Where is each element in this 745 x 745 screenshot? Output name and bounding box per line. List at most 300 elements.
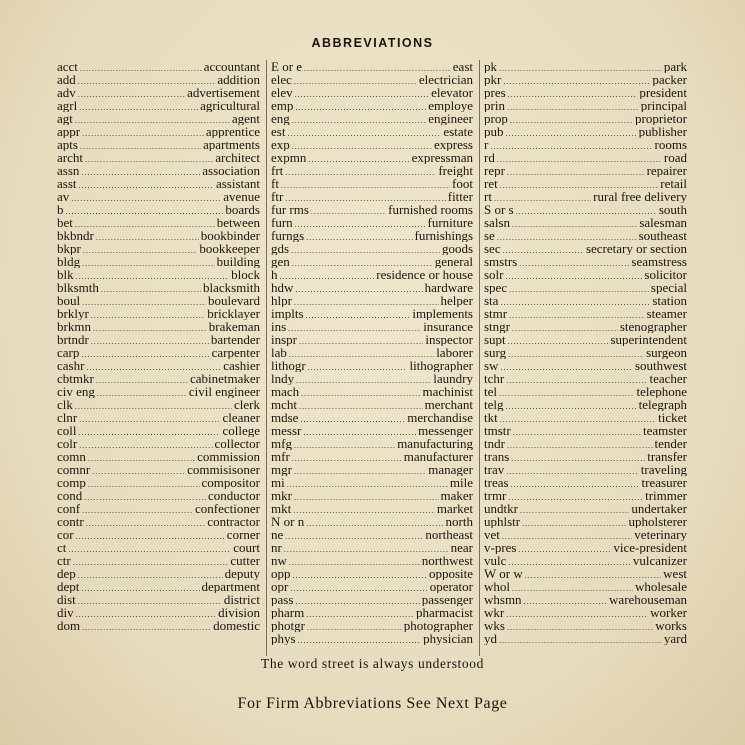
dot-leader bbox=[71, 192, 221, 203]
abbreviation: se bbox=[484, 229, 495, 242]
dot-leader bbox=[289, 348, 434, 359]
abbreviation-entry bbox=[57, 359, 260, 372]
abbreviation: ne bbox=[271, 528, 284, 541]
full-word: worker bbox=[650, 606, 687, 619]
full-word: principal bbox=[640, 99, 687, 112]
abbreviation-entry bbox=[271, 554, 473, 567]
full-word: operator bbox=[429, 580, 473, 593]
dot-leader bbox=[306, 309, 411, 320]
abbreviation-entry bbox=[271, 333, 473, 346]
full-word: blacksmith bbox=[202, 281, 260, 294]
abbreviation-entry bbox=[484, 489, 687, 502]
abbreviation-entry bbox=[484, 580, 687, 593]
full-word: wholesale bbox=[635, 580, 687, 593]
dot-leader bbox=[82, 621, 211, 632]
abbreviation-entry bbox=[271, 177, 473, 190]
full-word: northwest bbox=[421, 554, 473, 567]
dot-leader bbox=[91, 335, 209, 346]
abbreviation-entry bbox=[484, 619, 687, 632]
abbreviation-entry bbox=[484, 60, 687, 73]
abbreviation: mgr bbox=[271, 463, 292, 476]
full-word: accountant bbox=[203, 60, 260, 73]
full-word: avenue bbox=[223, 190, 260, 203]
abbreviation: yd bbox=[484, 632, 497, 645]
abbreviation-entry bbox=[271, 463, 473, 476]
dot-leader bbox=[294, 296, 439, 307]
abbreviation: av bbox=[57, 190, 70, 203]
abbreviation-entry bbox=[57, 112, 260, 125]
full-word: traveling bbox=[640, 463, 687, 476]
abbreviation: nr bbox=[271, 541, 282, 554]
dot-leader bbox=[76, 530, 225, 541]
abbreviation: agt bbox=[57, 112, 73, 125]
full-word: furnishings bbox=[414, 229, 473, 242]
dot-leader bbox=[81, 166, 200, 177]
abbreviation-entry bbox=[484, 125, 687, 138]
abbreviation: b bbox=[57, 203, 64, 216]
abbreviation-entry bbox=[57, 528, 260, 541]
abbreviation-entry bbox=[271, 203, 473, 216]
abbreviation-entry bbox=[57, 411, 260, 424]
dot-leader bbox=[101, 283, 201, 294]
full-word: collector bbox=[214, 437, 260, 450]
abbreviation: repr bbox=[484, 164, 505, 177]
dot-leader bbox=[524, 595, 607, 606]
abbreviation: emp bbox=[271, 99, 294, 112]
abbreviation-entry bbox=[271, 541, 473, 554]
dot-leader bbox=[281, 179, 450, 190]
abbreviation: smstrs bbox=[484, 255, 518, 268]
dot-leader bbox=[506, 465, 639, 476]
full-word: civil engineer bbox=[188, 385, 260, 398]
abbreviation-entry bbox=[57, 463, 260, 476]
full-word: warehouseman bbox=[609, 593, 687, 606]
dot-leader bbox=[299, 400, 423, 411]
abbreviation-entry bbox=[57, 320, 260, 333]
full-word: goods bbox=[441, 242, 473, 255]
full-word: lithographer bbox=[409, 359, 473, 372]
page-title: ABBREVIATIONS bbox=[311, 36, 434, 50]
full-word: electrician bbox=[418, 73, 473, 86]
abbreviation-entry bbox=[57, 333, 260, 346]
abbreviation: contr bbox=[57, 515, 84, 528]
dot-leader bbox=[81, 348, 209, 359]
abbreviation-entry bbox=[57, 437, 260, 450]
abbreviation: sta bbox=[484, 294, 499, 307]
abbreviation-entry bbox=[57, 190, 260, 203]
abbreviation-entry bbox=[484, 151, 687, 164]
abbreviation-entry bbox=[57, 151, 260, 164]
abbreviation-entry bbox=[57, 86, 260, 99]
abbreviation: v-pres bbox=[484, 541, 517, 554]
full-word: boulevard bbox=[208, 294, 260, 307]
abbreviation-entry bbox=[484, 437, 687, 450]
abbreviation-entry bbox=[484, 203, 687, 216]
dot-leader bbox=[82, 296, 206, 307]
abbreviation: comnr bbox=[57, 463, 91, 476]
dot-leader bbox=[301, 387, 420, 398]
dot-leader bbox=[80, 140, 201, 151]
full-word: ticket bbox=[658, 411, 687, 424]
full-word: fitter bbox=[447, 190, 473, 203]
abbreviation-entry bbox=[271, 242, 473, 255]
dot-leader bbox=[79, 179, 214, 190]
abbreviation: furn bbox=[271, 216, 293, 229]
abbreviation-entry bbox=[484, 385, 687, 398]
dot-leader bbox=[96, 231, 199, 242]
abbreviation-entry bbox=[271, 476, 473, 489]
abbreviation-entry bbox=[271, 190, 473, 203]
abbreviation-entry bbox=[271, 151, 473, 164]
abbreviation-entry bbox=[484, 424, 687, 437]
abbreviation-entry bbox=[271, 86, 473, 99]
abbreviation: expmn bbox=[271, 151, 307, 164]
abbreviation-entry bbox=[57, 242, 260, 255]
dot-leader bbox=[311, 205, 386, 216]
full-word: teamster bbox=[642, 424, 687, 437]
column-divider bbox=[479, 60, 480, 656]
full-word: yard bbox=[663, 632, 687, 645]
dot-leader bbox=[500, 296, 650, 307]
abbreviation-entry bbox=[484, 190, 687, 203]
dot-leader bbox=[290, 582, 427, 593]
abbreviation: sw bbox=[484, 359, 499, 372]
dot-leader bbox=[519, 257, 629, 268]
abbreviation: civ eng bbox=[57, 385, 95, 398]
full-word: proprietor bbox=[635, 112, 687, 125]
abbreviation-entry bbox=[57, 424, 260, 437]
abbreviation: mkr bbox=[271, 489, 292, 502]
full-word: carpenter bbox=[211, 346, 260, 359]
full-word: stenographer bbox=[619, 320, 687, 333]
abbreviation-entry bbox=[271, 359, 473, 372]
abbreviation-entry bbox=[57, 515, 260, 528]
dot-leader bbox=[76, 270, 229, 281]
dot-leader bbox=[82, 127, 204, 138]
abbreviation: dept bbox=[57, 580, 80, 593]
abbreviation-entry bbox=[57, 60, 260, 73]
abbreviation-entry bbox=[484, 138, 687, 151]
full-word: furniture bbox=[427, 216, 473, 229]
dot-leader bbox=[82, 257, 215, 268]
dot-leader bbox=[73, 556, 229, 567]
full-word: association bbox=[202, 164, 260, 177]
abbreviation: apts bbox=[57, 138, 78, 151]
abbreviation: frt bbox=[271, 164, 284, 177]
full-word: vice-president bbox=[613, 541, 687, 554]
full-word: implements bbox=[412, 307, 473, 320]
abbreviation: opp bbox=[271, 567, 291, 580]
abbreviation-entry bbox=[484, 372, 687, 385]
full-word: north bbox=[445, 515, 473, 528]
abbreviation-entry bbox=[271, 398, 473, 411]
dot-leader bbox=[503, 244, 584, 255]
abbreviation: trans bbox=[484, 450, 510, 463]
dot-leader bbox=[78, 569, 223, 580]
abbreviation: phys bbox=[271, 632, 296, 645]
full-word: contractor bbox=[207, 515, 260, 528]
abbreviation-entry bbox=[484, 359, 687, 372]
full-word: retail bbox=[660, 177, 687, 190]
dot-leader bbox=[308, 361, 408, 372]
full-word: laundry bbox=[433, 372, 473, 385]
abbreviation: mcht bbox=[271, 398, 297, 411]
abbreviation: ret bbox=[484, 177, 498, 190]
full-word: college bbox=[222, 424, 260, 437]
firm-abbreviations-note: For Firm Abbreviations See Next Page bbox=[237, 695, 508, 712]
full-word: building bbox=[216, 255, 260, 268]
dot-leader bbox=[511, 452, 645, 463]
abbreviation: uphlstr bbox=[484, 515, 521, 528]
full-word: seamstress bbox=[631, 255, 687, 268]
abbreviation: carp bbox=[57, 346, 80, 359]
abbreviation-entry bbox=[484, 502, 687, 515]
abbreviation: dom bbox=[57, 619, 81, 632]
full-word: packer bbox=[652, 73, 687, 86]
dot-leader bbox=[295, 283, 422, 294]
abbreviation-entry bbox=[271, 346, 473, 359]
full-word: furnished rooms bbox=[388, 203, 473, 216]
abbreviation: nw bbox=[271, 554, 287, 567]
abbreviation-entry bbox=[57, 489, 260, 502]
dot-leader bbox=[292, 140, 432, 151]
full-word: merchandise bbox=[407, 411, 473, 424]
abbreviation: stngr bbox=[484, 320, 510, 333]
abbreviation-entry bbox=[484, 567, 687, 580]
dot-leader bbox=[287, 127, 441, 138]
abbreviation-entry bbox=[57, 294, 260, 307]
abbreviation: ft bbox=[271, 177, 279, 190]
abbreviation-entry bbox=[484, 593, 687, 606]
abbreviation-entry bbox=[484, 112, 687, 125]
abbreviation-entry bbox=[57, 203, 260, 216]
full-word: employe bbox=[428, 99, 473, 112]
abbreviation-column-1 bbox=[57, 60, 260, 632]
abbreviation: photgr bbox=[271, 619, 305, 632]
dot-leader bbox=[507, 166, 645, 177]
full-word: treasurer bbox=[641, 476, 687, 489]
full-word: clerk bbox=[234, 398, 260, 411]
full-word: division bbox=[218, 606, 260, 619]
dot-leader bbox=[503, 75, 650, 86]
abbreviation: cbtmkr bbox=[57, 372, 94, 385]
abbreviation-entry bbox=[57, 593, 260, 606]
full-word: general bbox=[434, 255, 473, 268]
full-word: agricultural bbox=[200, 99, 260, 112]
full-word: tender bbox=[654, 437, 687, 450]
abbreviation: lndy bbox=[271, 372, 295, 385]
full-word: machinist bbox=[422, 385, 473, 398]
abbreviation: tndr bbox=[484, 437, 505, 450]
full-word: laborer bbox=[436, 346, 473, 359]
dot-leader bbox=[287, 478, 448, 489]
abbreviation: acct bbox=[57, 60, 78, 73]
abbreviation: pub bbox=[484, 125, 504, 138]
full-word: commission bbox=[197, 450, 260, 463]
abbreviation-entry bbox=[57, 281, 260, 294]
full-word: assistant bbox=[215, 177, 260, 190]
abbreviation-entry bbox=[271, 60, 473, 73]
full-word: insurance bbox=[423, 320, 473, 333]
full-word: court bbox=[233, 541, 260, 554]
abbreviation: elev bbox=[271, 86, 293, 99]
dot-leader bbox=[79, 101, 198, 112]
abbreviation-entry bbox=[271, 619, 473, 632]
abbreviation-entry bbox=[57, 606, 260, 619]
full-word: domestic bbox=[213, 619, 260, 632]
abbreviation-entry bbox=[484, 554, 687, 567]
full-word: manufacturing bbox=[397, 437, 473, 450]
dot-leader bbox=[303, 426, 416, 437]
abbreviation: cor bbox=[57, 528, 74, 541]
abbreviation-entry bbox=[57, 580, 260, 593]
full-word: brakeman bbox=[208, 320, 260, 333]
abbreviation: adv bbox=[57, 86, 76, 99]
full-word: elevator bbox=[431, 86, 473, 99]
abbreviation-entry bbox=[271, 307, 473, 320]
dot-leader bbox=[508, 348, 644, 359]
dot-leader bbox=[509, 283, 649, 294]
abbreviation: treas bbox=[484, 476, 509, 489]
abbreviation-entry bbox=[484, 346, 687, 359]
dot-leader bbox=[75, 218, 215, 229]
abbreviation-entry bbox=[271, 320, 473, 333]
full-word: messenger bbox=[418, 424, 473, 437]
abbreviation-entry bbox=[484, 73, 687, 86]
abbreviation-entry bbox=[271, 502, 473, 515]
abbreviation: telg bbox=[484, 398, 504, 411]
dot-leader bbox=[66, 205, 224, 216]
abbreviation: wks bbox=[484, 619, 505, 632]
full-word: salesman bbox=[639, 216, 687, 229]
full-word: district bbox=[223, 593, 260, 606]
full-word: merchant bbox=[424, 398, 473, 411]
full-word: opposite bbox=[428, 567, 473, 580]
abbreviation: lithogr bbox=[271, 359, 306, 372]
dot-leader bbox=[285, 192, 445, 203]
full-word: rooms bbox=[654, 138, 687, 151]
abbreviation: assn bbox=[57, 164, 80, 177]
dot-leader bbox=[512, 582, 633, 593]
abbreviation: clk bbox=[57, 398, 73, 411]
dot-leader bbox=[289, 556, 420, 567]
full-word: estate bbox=[443, 125, 473, 138]
abbreviation: asst bbox=[57, 177, 77, 190]
dot-leader bbox=[520, 504, 629, 515]
abbreviation: hlpr bbox=[271, 294, 292, 307]
abbreviation-entry bbox=[271, 385, 473, 398]
abbreviation-entry bbox=[484, 515, 687, 528]
full-word: rural free delivery bbox=[593, 190, 687, 203]
abbreviation: solr bbox=[484, 268, 504, 281]
dot-leader bbox=[292, 452, 402, 463]
dot-leader bbox=[93, 322, 207, 333]
full-word: east bbox=[452, 60, 473, 73]
abbreviation: rt bbox=[484, 190, 492, 203]
abbreviation: mdse bbox=[271, 411, 299, 424]
dot-leader bbox=[288, 322, 421, 333]
dot-leader bbox=[306, 231, 412, 242]
full-word: bookbinder bbox=[200, 229, 260, 242]
abbreviation: mfg bbox=[271, 437, 292, 450]
full-word: veterinary bbox=[634, 528, 687, 541]
abbreviation-entry bbox=[271, 294, 473, 307]
abbreviation-entry bbox=[484, 255, 687, 268]
abbreviation-entry bbox=[57, 372, 260, 385]
abbreviation-entry bbox=[484, 307, 687, 320]
abbreviation-entry bbox=[57, 164, 260, 177]
abbreviation-entry bbox=[484, 476, 687, 489]
full-word: freight bbox=[438, 164, 473, 177]
abbreviation: prin bbox=[484, 99, 505, 112]
abbreviation: messr bbox=[271, 424, 302, 437]
dot-leader bbox=[499, 62, 662, 73]
abbreviation: ct bbox=[57, 541, 67, 554]
dot-leader bbox=[494, 192, 591, 203]
abbreviation-entry bbox=[271, 99, 473, 112]
dot-leader bbox=[522, 517, 626, 528]
abbreviation: implts bbox=[271, 307, 304, 320]
abbreviation-entry bbox=[484, 164, 687, 177]
dot-leader bbox=[525, 569, 661, 580]
dot-leader bbox=[490, 140, 652, 151]
abbreviation-entry bbox=[271, 216, 473, 229]
full-word: department bbox=[201, 580, 260, 593]
dot-leader bbox=[500, 361, 633, 372]
dot-leader bbox=[511, 478, 640, 489]
full-word: cashier bbox=[223, 359, 260, 372]
dot-leader bbox=[81, 582, 199, 593]
abbreviation-entry bbox=[271, 450, 473, 463]
full-word: transfer bbox=[647, 450, 687, 463]
full-word: inspector bbox=[425, 333, 473, 346]
abbreviation: ins bbox=[271, 320, 287, 333]
abbreviation: dist bbox=[57, 593, 76, 606]
abbreviation: wkr bbox=[484, 606, 505, 619]
abbreviation: brkmn bbox=[57, 320, 91, 333]
full-word: special bbox=[650, 281, 687, 294]
abbreviation-entry bbox=[484, 463, 687, 476]
abbreviation: mfr bbox=[271, 450, 290, 463]
full-word: corner bbox=[226, 528, 260, 541]
abbreviation: opr bbox=[271, 580, 289, 593]
abbreviation-entry bbox=[57, 73, 260, 86]
dot-leader bbox=[84, 491, 206, 502]
full-word: boards bbox=[225, 203, 260, 216]
abbreviation-entry bbox=[57, 346, 260, 359]
full-word: block bbox=[231, 268, 260, 281]
dot-leader bbox=[499, 634, 662, 645]
abbreviation-entry bbox=[271, 268, 473, 281]
full-word: hardware bbox=[424, 281, 473, 294]
dot-leader bbox=[83, 244, 198, 255]
full-word: undertaker bbox=[631, 502, 687, 515]
abbreviation-entry bbox=[57, 216, 260, 229]
full-word: market bbox=[436, 502, 473, 515]
abbreviation-entry bbox=[484, 216, 687, 229]
abbreviation: est bbox=[271, 125, 286, 138]
abbreviation-entry bbox=[57, 619, 260, 632]
dot-leader bbox=[497, 231, 637, 242]
abbreviation: clnr bbox=[57, 411, 78, 424]
full-word: superintendent bbox=[610, 333, 687, 346]
abbreviation-entry bbox=[484, 541, 687, 554]
dot-leader bbox=[79, 439, 212, 450]
dot-leader bbox=[508, 335, 609, 346]
dot-leader bbox=[295, 595, 419, 606]
abbreviation-entry bbox=[271, 593, 473, 606]
abbreviation-entry bbox=[484, 606, 687, 619]
